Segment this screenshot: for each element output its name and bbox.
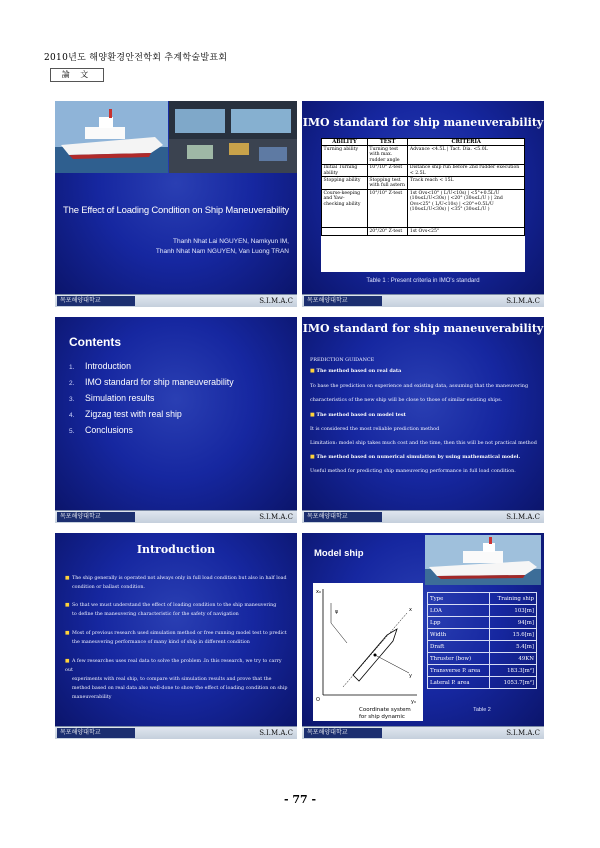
page-number: - 77 - <box>283 793 317 806</box>
conference-header: 2010년도 해양환경안전학회 추계학술발표회 <box>44 53 228 63</box>
list-item: ■ A few researches uses real data to solve the problem .In this research, we try to carry out experiments with real ship, to compare with simulation results and prove that the method based on real data also well-done to show the effect of loading condition on ship maneuverability <box>65 659 288 700</box>
slide-heading: Model ship <box>314 548 364 559</box>
body-text: Limitation: model ship takes much cost and the time, then this will be not practical method <box>310 440 537 446</box>
svg-text:x: x <box>409 607 412 613</box>
method-heading: ■ The method based on numerical simulation by using mathematical model. <box>310 454 521 460</box>
table-cell: 10°/10° Z-test <box>367 190 408 228</box>
authors-line-2: Thanh Nhat Nam NGUYEN, Van Luong TRAN <box>155 248 289 255</box>
table-row: Width 15.6[m] <box>428 629 537 641</box>
simac-label: S.I.M.A.C <box>259 297 293 305</box>
table-cell: Turning test with max. rudder angle <box>367 146 408 164</box>
university-logo: 목포해양대학교 <box>57 728 135 738</box>
ship-particulars-table <box>427 592 537 689</box>
table-row: Lpp 94[m] <box>428 617 537 629</box>
table-header: ABILITY <box>322 139 368 146</box>
slide-title <box>55 101 297 307</box>
coordinate-system-diagram <box>313 583 423 721</box>
university-logo: 목포해양대학교 <box>304 728 382 738</box>
contents-title: Contents <box>69 335 121 349</box>
slide-title-text: The Effect of Loading Condition on Ship Maneuverability <box>63 205 289 216</box>
slide-imo-table <box>302 101 544 307</box>
simac-label: S.I.M.A.C <box>506 297 540 305</box>
diagram-caption-2: for ship dynamic <box>359 714 405 720</box>
table-cell: 1st Ovs<25° <box>408 228 525 235</box>
list-item: 2. IMO standard for ship maneuverability <box>69 377 234 387</box>
slide-model-ship <box>302 533 544 739</box>
imo-criteria-table <box>321 138 525 272</box>
slide-heading: IMO standard for ship maneuverability <box>302 322 544 335</box>
table-row: Draft 5.4[m] <box>428 641 537 653</box>
body-text: To base the prediction on experience and existing data, assuming that the maneuvering <box>310 383 529 389</box>
table-cell: Advance <4.5L | Tact. Dia. <5.0L <box>408 146 525 164</box>
list-item: 5. Conclusions <box>69 425 133 435</box>
body-text: characteristics of the new ship will be close to those of similar existing ships. <box>310 397 503 403</box>
table-cell: Stopping ability <box>322 177 368 190</box>
section-label: PREDICTION GUIDANCE <box>310 357 375 363</box>
simac-label: S.I.M.A.C <box>506 513 540 521</box>
slide-footer <box>302 726 544 739</box>
simac-label: S.I.M.A.C <box>506 729 540 737</box>
table-row: Thruster (bow) 49KN <box>428 653 537 665</box>
table-cell: 10°/10° Z-test <box>367 164 408 177</box>
svg-text:x₀: x₀ <box>316 589 321 595</box>
list-item: ■ Most of previous research used simulation method or free running model test to predict the maneuvering performance of many kind of ship in different condition <box>65 631 287 645</box>
svg-text:O: O <box>316 697 320 703</box>
svg-text:y: y <box>409 673 412 679</box>
slide-contents <box>55 317 297 523</box>
table-cell: Course-keeping and Yaw-checking ability <box>322 190 368 228</box>
method-heading: ■ The method based on model test <box>310 412 406 418</box>
body-text: Useful method for predicting ship maneuvering performance in full load condition. <box>310 468 516 474</box>
coordinate-diagram <box>313 583 423 721</box>
table-row: Type Training ship <box>428 593 537 605</box>
table-cell: Initial Turning ability <box>322 164 368 177</box>
university-logo: 목포해양대학교 <box>304 512 382 522</box>
table-caption: Table 2 <box>473 707 491 713</box>
list-item: 4. Zigzag test with real ship <box>69 409 182 419</box>
slide-footer <box>55 726 297 739</box>
diagram-caption-1: Coordinate system <box>359 707 411 713</box>
slide-footer <box>55 510 297 523</box>
simac-label: S.I.M.A.C <box>259 513 293 521</box>
table-cell: 1st Ovs<10° ( L/U<10s) | <5°+0.5L/U (10s≤L/U<30s) | <20° (30s≤L/U ) | 2nd Ovs<25° ( L/U<10s) | <20°+0.5L/U (10s≤L/U<30s) | <35° (30s≤L/U ) <box>408 190 525 228</box>
table-cell: 20°/20° Z-test <box>367 228 408 235</box>
table-cell: Track reach < 15L <box>408 177 525 190</box>
paper-type-tag: 論 文 <box>50 68 104 82</box>
svg-text:ψ: ψ <box>335 609 339 615</box>
table-cell: Turning ability <box>322 146 368 164</box>
list-item: 3. Simulation results <box>69 393 155 403</box>
authors-line-1: Thanh Nhat Lai NGUYEN, Namkyun IM, <box>173 238 289 245</box>
slide-heading: IMO standard for ship maneuverability <box>302 116 544 129</box>
table-header: CRITERIA <box>408 139 525 146</box>
university-logo: 목포해양대학교 <box>57 296 135 306</box>
slide-footer <box>55 294 297 307</box>
slide-prediction-guidance <box>302 317 544 523</box>
table-row: Lateral P. area 1053.7[m²] <box>428 677 537 689</box>
table-cell <box>322 228 368 235</box>
university-logo: 목포해양대학교 <box>304 296 382 306</box>
table-header: TEST <box>367 139 408 146</box>
table-caption: Table 1 : Present criteria in IMO's standard <box>366 278 480 284</box>
simac-label: S.I.M.A.C <box>259 729 293 737</box>
method-heading: ■ The method based on real data <box>310 368 402 374</box>
table-cell: Stopping test with full astern <box>367 177 408 190</box>
training-ship-photo <box>425 535 541 585</box>
list-item: ■ The ship generally is operated not always only in full load condition but also in half load condition or ballast condition. <box>65 576 287 590</box>
list-item: ■ So that we must understand the effect of loading condition to the ship maneuvering to define the maneuvering characteristic for the safety of navigation <box>65 603 277 617</box>
svg-text:y₀: y₀ <box>411 699 416 705</box>
slide-footer <box>302 294 544 307</box>
table-cell: Distance ship run before 2nd rudder execution < 2.5L <box>408 164 525 177</box>
table-row: LOA 103[m] <box>428 605 537 617</box>
table-row: Transverse P. area 183.3[m²] <box>428 665 537 677</box>
slide-heading: Introduction <box>136 543 216 556</box>
bridge-photo <box>169 101 297 173</box>
slide-footer <box>302 510 544 523</box>
university-logo: 목포해양대학교 <box>57 512 135 522</box>
slide-introduction <box>55 533 297 739</box>
ship-photo <box>55 101 168 173</box>
list-item: 1. Introduction <box>69 361 131 371</box>
body-text: It is considered the most reliable prediction method <box>310 426 440 432</box>
